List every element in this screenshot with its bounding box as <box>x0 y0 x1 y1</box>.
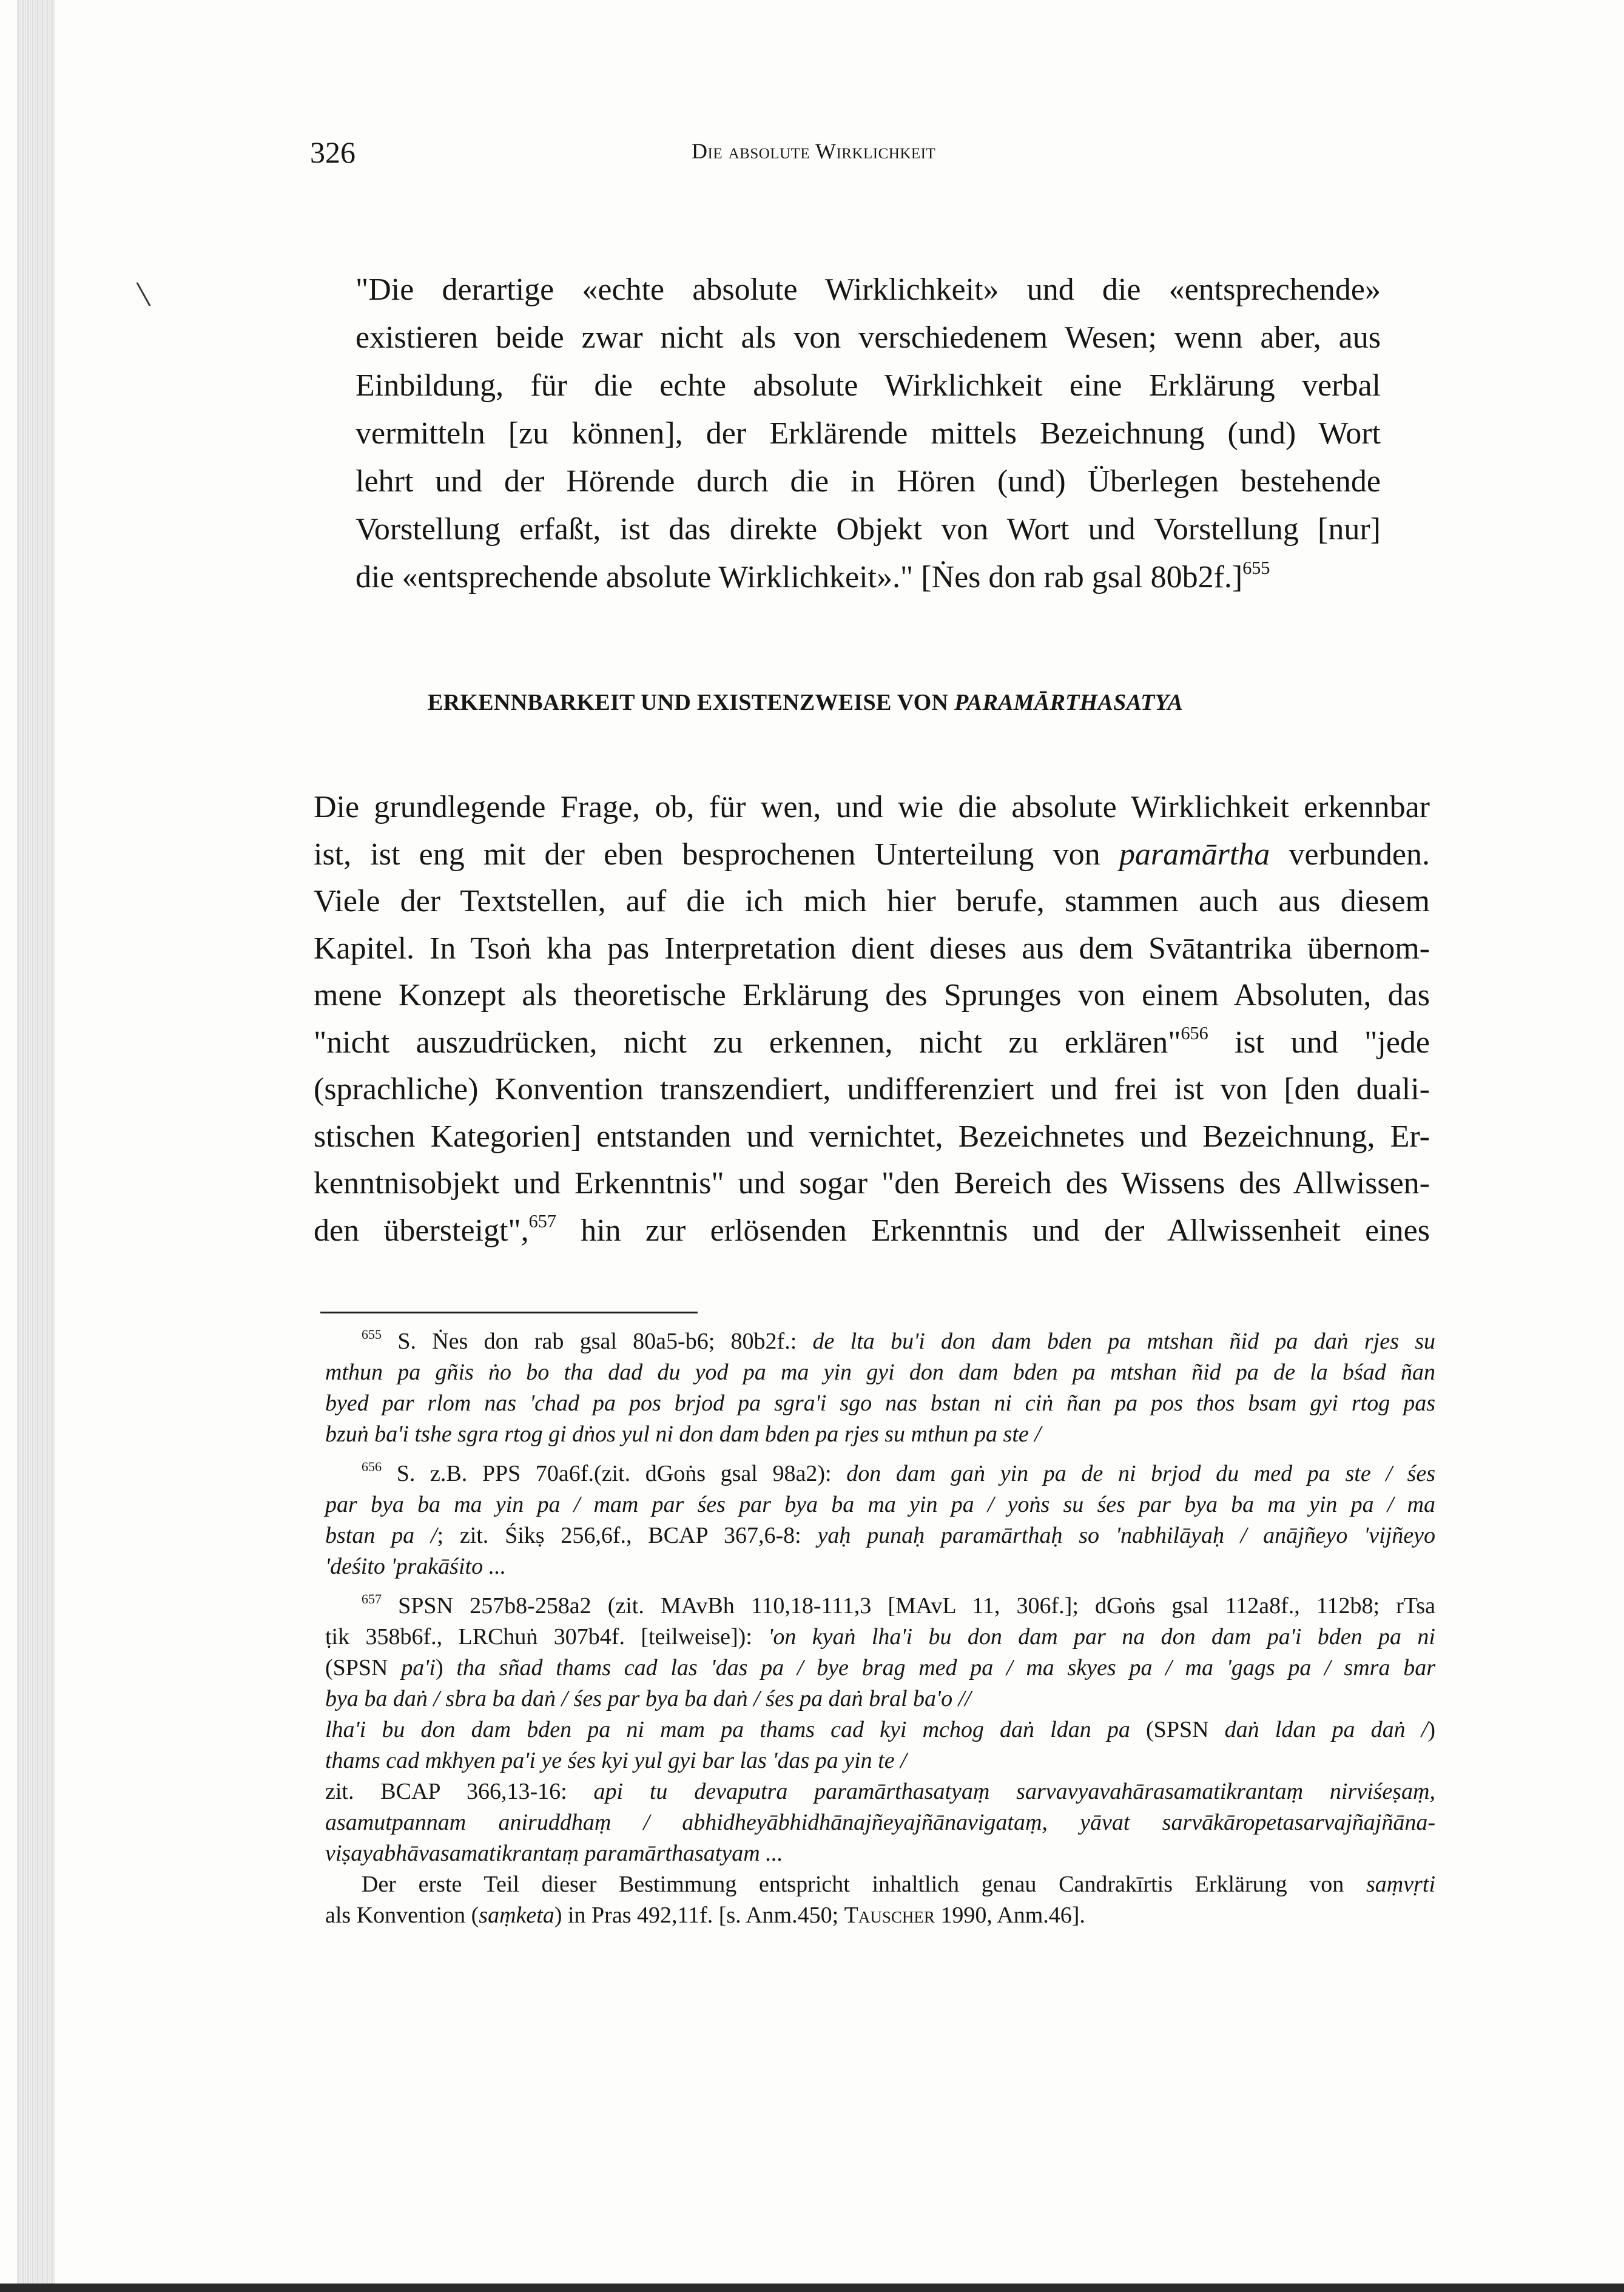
quote-line: existieren beide zwar nicht als von verschiedenem Wesen; wenn aber, aus <box>355 320 1381 355</box>
footnote-line <box>325 1419 1435 1450</box>
body-line: stischen Kategorien] entstanden und vernichtet, Bezeichnetes und Bezeichnung, Er- <box>314 1119 1430 1154</box>
footnote-text: pa'i <box>401 1655 436 1680</box>
footnote-line <box>325 1357 1435 1388</box>
footnote-text: zit. BCAP 366,13-16: <box>325 1779 594 1804</box>
block-quote <box>355 266 1381 601</box>
body-line <box>314 1207 1430 1255</box>
footnote-text: (SPSN <box>325 1655 402 1680</box>
body-line <box>314 831 1430 878</box>
footnote-text: viṣayabhāvasamatikrantaṃ paramārthasatyam ... <box>325 1841 783 1866</box>
footnote-line <box>325 1807 1435 1838</box>
footnote-text: S. z.B. PPS 70a6f.(zit. dGoṅs gsal 98a2): <box>382 1461 847 1486</box>
quote-line: vermitteln [zu können], der Erklärende mittels Bezeichnung (und) Wort <box>355 416 1381 451</box>
footnote-line <box>325 1900 1435 1931</box>
footnote-text: saṃvṛti <box>1366 1872 1435 1897</box>
footnote-text: 'on kyaṅ lha'i bu don dam par na don dam pa'i bden pa ni <box>768 1624 1435 1650</box>
footnote-text: thams cad mkhyen pa'i ye śes kyi yul gyi bar las 'das pa yin te / <box>325 1748 907 1773</box>
footnote-line <box>325 1388 1435 1419</box>
body-text: ist und "jede <box>1208 1025 1430 1060</box>
footnote-text: bstan pa / <box>325 1523 437 1548</box>
footnote-number: 656 <box>362 1459 382 1475</box>
footnote-text: 'deśito 'prakāśito ... <box>325 1554 507 1579</box>
quote-line: "Die derartige «echte absolute Wirklichkeit» und die «entsprechende» <box>355 272 1381 307</box>
section-heading <box>428 689 1183 716</box>
footnote-ref-657[interactable]: 657 <box>528 1210 556 1232</box>
footnote-text: mthun pa gñis ṅo bo tha dad du yod pa ma yin gyi don dam bden pa mtshan ñid pa de la bśad ñan <box>325 1360 1435 1385</box>
footnote-text: lha'i bu don dam bden pa ni mam pa thams cad kyi mchog daṅ ldan pa <box>325 1717 1130 1742</box>
body-text: "nicht auszudrücken, nicht zu erkennen, nicht zu erklären" <box>314 1025 1181 1060</box>
footnote-text: (SPSN <box>1130 1717 1225 1742</box>
body-line <box>314 1019 1430 1067</box>
footnote-text: S. Ṅes don rab gsal 80a5-b6; 80b2f.: <box>382 1329 813 1354</box>
footnote-line <box>325 1591 1435 1622</box>
body-line: Kapitel. In Tsoṅ kha pas Interpretation dient dieses aus dem Svātantrika übernom- <box>314 931 1430 966</box>
footnote-text: saṃketa <box>479 1903 554 1928</box>
footnote-ref-655[interactable]: 655 <box>1242 558 1270 579</box>
footnote-text: daṅ ldan pa daṅ / <box>1224 1717 1428 1742</box>
footnote-text: Der erste Teil dieser Bestimmung entspricht inhaltlich genau Candrakīrtis Erklärung von <box>362 1872 1366 1897</box>
section-heading-term: PARAMĀRTHASATYA <box>954 690 1183 715</box>
footnote-author: Tauscher <box>844 1903 935 1928</box>
footnote-text: als Konvention ( <box>325 1903 479 1928</box>
footnote-number: 657 <box>362 1591 382 1607</box>
footnote-655 <box>325 1326 1435 1450</box>
footnote-657 <box>325 1591 1435 1931</box>
footnote-line <box>325 1326 1435 1357</box>
body-line: Viele der Textstellen, auf die ich mich hier berufe, stammen auch aus diesem <box>314 884 1430 918</box>
quote-line: lehrt und der Hörende durch die in Hören (und) Überlegen bestehende <box>355 464 1381 499</box>
footnote-text: bzuṅ ba'i tshe sgra rtog gi dṅos yul ni don dam bden pa rjes su mthun pa ste / <box>325 1421 1041 1447</box>
quote-text: die «entsprechende absolute Wirklichkeit»." [Ṅes don rab gsal 80b2f.] <box>355 560 1243 595</box>
footnote-line <box>325 1653 1435 1684</box>
page-number: 326 <box>310 135 355 169</box>
footnote-text: ṭik 358b6f., LRChuṅ 307b4f. [teilweise]): <box>325 1624 769 1650</box>
body-term: paramārtha <box>1119 837 1270 872</box>
footnote-line <box>325 1838 1435 1869</box>
body-text: den übersteigt", <box>314 1213 529 1248</box>
body-line: Die grundlegende Frage, ob, für wen, und wie die absolute Wirklichkeit erkennbar <box>314 790 1430 824</box>
body-text: verbunden. <box>1289 837 1430 872</box>
footnote-separator <box>320 1312 698 1313</box>
footnote-text: bya ba daṅ / sbra ba daṅ / śes par bya ba daṅ / śes pa daṅ bral ba'o // <box>325 1686 971 1711</box>
footnote-line <box>325 1745 1435 1776</box>
footnote-text: api tu devaputra paramārthasatyaṃ sarvavyavahārasamatikrantaṃ nirviśeṣaṃ, <box>593 1779 1435 1804</box>
footnote-line <box>325 1869 1435 1900</box>
body-line: kenntnisobjekt und Erkenntnis" und sogar "den Bereich des Wissens des Allwissen- <box>314 1166 1430 1201</box>
body-paragraph <box>314 784 1430 1254</box>
scan-bottom-edge <box>0 2284 1624 2292</box>
footnote-line <box>325 1458 1435 1489</box>
footnote-text: yaḥ punaḥ paramārthaḥ so 'nabhilāyaḥ / anājñeyo 'vijñeyo <box>817 1523 1435 1548</box>
footnote-text: ; zit. Śikṣ 256,6f., BCAP 367,6-8: <box>437 1523 818 1548</box>
footnote-text: byed par rlom nas 'chad pa pos brjod pa sgra'i sgo nas bstan ni ciṅ ñan pa pos thos bsam gyi rtog pas <box>325 1390 1435 1416</box>
margin-pencil-mark: \ <box>135 273 152 315</box>
quote-line-last <box>355 553 1381 601</box>
body-line: (sprachliche) Konvention transzendiert, undifferenziert und frei ist von [den duali- <box>314 1072 1430 1107</box>
footnote-line <box>325 1622 1435 1653</box>
footnote-line <box>325 1714 1435 1745</box>
running-title: Die absolute Wirklichkeit <box>692 139 936 163</box>
footnote-line <box>325 1776 1435 1807</box>
footnote-text: don dam gaṅ yin pa de ni brjod du med pa ste / śes <box>846 1461 1436 1486</box>
body-line: mene Konzept als theoretische Erklärung des Sprunges von einem Absoluten, das <box>314 978 1430 1013</box>
footnote-text: tha sñad thams cad las 'das pa / bye brag med pa / ma skyes pa / ma 'gags pa / smra bar <box>456 1655 1435 1680</box>
footnote-text: 1990, Anm.46]. <box>934 1903 1085 1928</box>
section-heading-text: ERKENNBARKEIT UND EXISTENZWEISE VON <box>428 690 949 715</box>
footnote-text: ) <box>435 1655 457 1680</box>
footnote-text: par bya ba ma yin pa / mam par śes par bya ba ma yin pa / yoṅs su śes par bya ba ma yin pa / ma <box>325 1492 1435 1517</box>
footnote-text: ) <box>1427 1717 1435 1742</box>
footnote-text: ) in Pras 492,11f. [s. Anm.450; <box>554 1903 844 1928</box>
footnote-line <box>325 1551 1435 1582</box>
quote-line: Vorstellung erfaßt, ist das direkte Objekt von Wort und Vorstellung [nur] <box>355 512 1381 547</box>
footnote-656 <box>325 1458 1435 1582</box>
footnote-number: 655 <box>362 1327 382 1343</box>
body-text: hin zur erlösenden Erkenntnis und der Allwissenheit eines <box>556 1213 1430 1248</box>
footnote-ref-656[interactable]: 656 <box>1181 1022 1208 1043</box>
quote-line: Einbildung, für die echte absolute Wirklichkeit eine Erklärung verbal <box>355 368 1381 403</box>
footnote-text: SPSN 257b8-258a2 (zit. MAvBh 110,18-111,3 [MAvL 11, 306f.]; dGoṅs gsal 112a8f., 112b8; rTsa <box>382 1593 1435 1619</box>
footnotes <box>325 1326 1435 1931</box>
footnote-text: de lta bu'i don dam bden pa mtshan ñid pa daṅ rjes su <box>812 1329 1435 1354</box>
footnote-line <box>325 1489 1435 1520</box>
footnote-line <box>325 1520 1435 1551</box>
book-binding-edge <box>17 0 55 2292</box>
footnote-line <box>325 1684 1435 1714</box>
body-text: ist, ist eng mit der eben besprochenen Unterteilung von <box>314 837 1100 872</box>
footnote-text: asamutpannam aniruddhaṃ / abhidheyābhidhānajñeyajñānavigataṃ, yāvat sarvākāropetasarvajñajñāna- <box>325 1810 1435 1835</box>
